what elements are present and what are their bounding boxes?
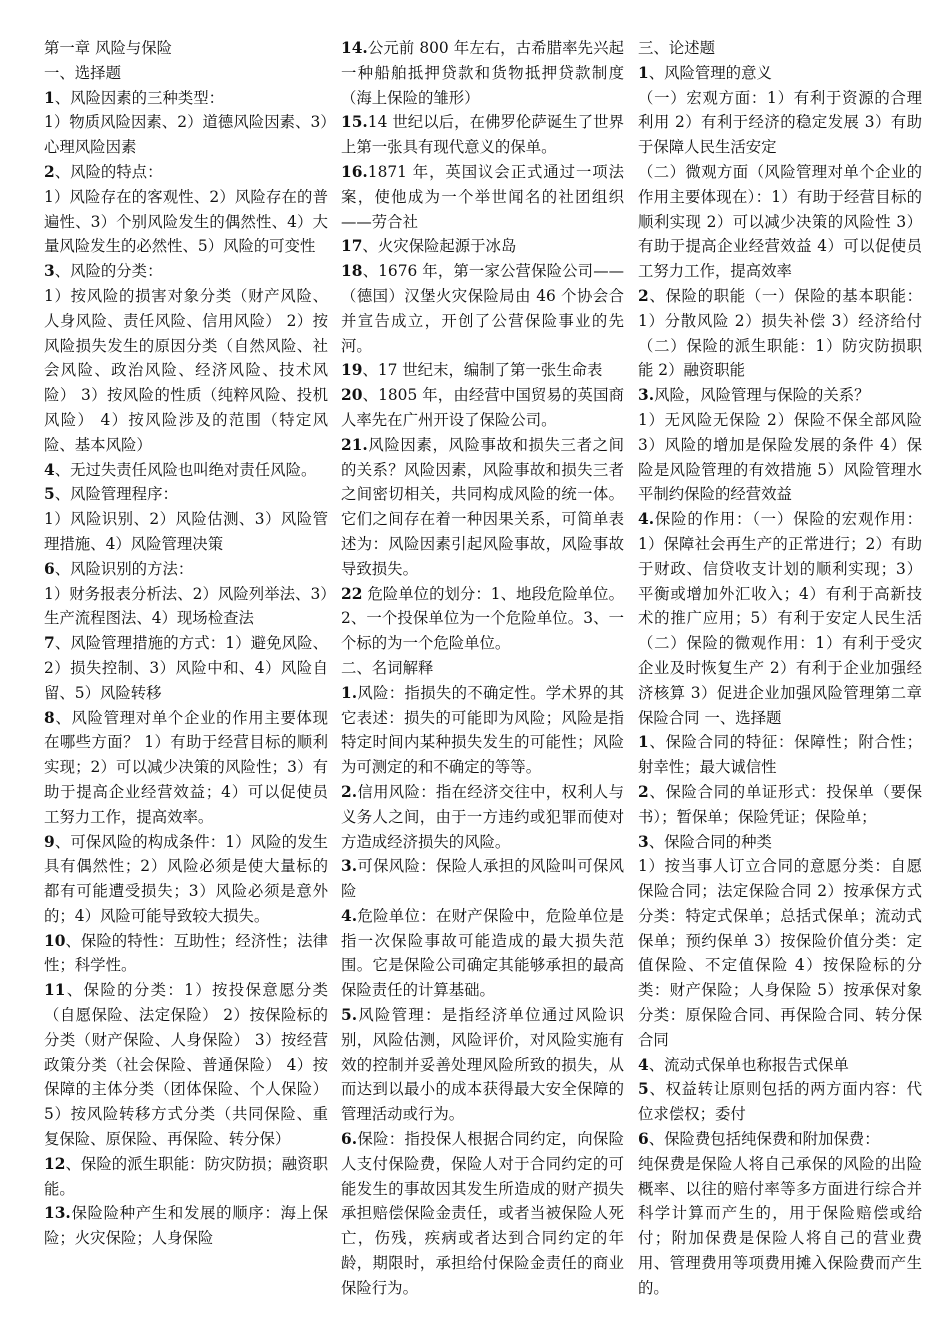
item-number: 21. (341, 435, 368, 454)
paragraph (44, 1201, 328, 1251)
paragraph (638, 36, 922, 61)
paragraph (341, 234, 624, 259)
item-number: 15. (341, 113, 368, 132)
paragraph (44, 458, 328, 483)
item-number: 20 (341, 386, 363, 405)
paragraph-text: 、风险识别的方法： (54, 559, 194, 578)
paragraph-text: 、保险合同的种类 (648, 832, 772, 851)
paragraph-text: 、风险管理措施的方式：1）避免风险、2）损失控制、3）风险中和、4）风险自留、5）风险转移 (44, 634, 328, 702)
paragraph (638, 160, 922, 284)
paragraph-text: 、风险的特点： (54, 162, 163, 181)
item-number: 3. (638, 386, 655, 405)
paragraph-text: 、保险的派生职能：防灾防损；融资职能。 (44, 1154, 328, 1198)
item-number: 5 (44, 485, 55, 504)
paragraph-text: 1）风险识别、2）风险估测、3）风险管理措施、4）风险管理决策 (44, 510, 328, 553)
paragraph (638, 61, 922, 86)
paragraph (44, 86, 328, 111)
paragraph-text: 、火灾保险起源于冰岛 (362, 237, 517, 256)
paragraph-text: 风险：指损失的不确定性。学术界的其它表述：损失的可能即为风险；风险是指特定时间内某种损失发生的可能性；风险为可测定的和不确定的等等。 (341, 683, 624, 777)
paragraph (341, 780, 624, 854)
paragraph-text: 风险因素，风险事故和损失三者之间的关系？风险因素，风险事故和损失三者之间密切相关，共同构成风险的统一体。它们之间存在着一种因果关系，可简单表述为：风险因素引起风险事故，风险事故导致损失。 (341, 435, 624, 578)
paragraph-text: 、流动式保单也称报告式保单 (648, 1055, 849, 1074)
paragraph (341, 904, 624, 1003)
paragraph-text: 一、选择题 (44, 63, 121, 82)
item-number: 2 (44, 162, 55, 181)
paragraph-text: 风险，风险管理与保险的关系？ (654, 386, 870, 405)
paragraph-text: 三、论述题 (638, 39, 715, 57)
paragraph-text: 、风险管理对单个企业的作用主要体现在哪些方面？ 1）有助于经营目标的顺利实现；2）可以减少决策的风险性；3）有助于提高企业经营效益；4）可以促使员工努力工作，提高效率。 (44, 708, 328, 826)
paragraph (341, 160, 624, 234)
paragraph (341, 1127, 624, 1301)
paragraph-text: 1）物质风险因素、2）道德风险因素、3）心理风险因素 (44, 113, 328, 157)
paragraph (44, 160, 328, 185)
item-number: 12 (44, 1154, 66, 1173)
paragraph (638, 1152, 922, 1301)
paragraph (341, 36, 624, 110)
paragraph-text: 公元前 800 年左右，古希腊率先兴起一种船舶抵押贷款和货物抵押贷款制度（海上保险的雏形） (341, 39, 624, 107)
paragraph (341, 656, 624, 681)
paragraph (341, 681, 624, 780)
column-middle (341, 36, 624, 1301)
item-number: 3. (341, 857, 358, 876)
paragraph-text: 、1676 年，第一家公营保险公司——（德国）汉堡火灾保险局由 46 个协会合并宣告成立，开创了公营保险事业的先河。 (341, 262, 624, 355)
paragraph (638, 1077, 922, 1127)
item-number: 19 (341, 361, 363, 380)
paragraph (341, 1003, 624, 1127)
paragraph (638, 408, 922, 507)
paragraph-text: 、1805 年，由经营中国贸易的英国商人率先在广州开设了保险公司。 (341, 386, 624, 429)
paragraph (44, 482, 328, 507)
item-number: 1. (341, 683, 358, 702)
paragraph (44, 631, 328, 705)
item-number: 18 (341, 262, 363, 281)
item-number: 14. (341, 39, 368, 57)
paragraph-text: 1）按当事人订立合同的意愿分类：自愿保险合同；法定保险合同 2）按承保方式分类：特定式保单；总括式保单；流动式保单；预约保单 3）按保险价值分类：定值保险、不定值保险 4）按保险标的分类：财产保险；人身保险 5）按承保对象分类：原保险合同、再保险合同、转分保合同 (638, 857, 922, 1049)
paragraph-text: 14 世纪以后，在佛罗伦萨诞生了世界上第一张具有现代意义的保单。 (341, 113, 624, 157)
paragraph-text: 1）财务报表分析法、2）风险列举法、3）生产流程图法、4）现场检查法 (44, 584, 328, 628)
paragraph-text: 、保险合同的单证形式：投保单（要保书）；暂保单；保险凭证；保险单； (638, 782, 922, 826)
paragraph-text: 第一章 风险与保险 (44, 39, 173, 57)
item-number: 11 (44, 981, 66, 1000)
item-number: 6 (44, 559, 55, 578)
paragraph-text: 1）风险存在的客观性、2）风险存在的普遍性、3）个别风险发生的偶然性、4）大量风险发生的必然性、5）风险的可变性 (44, 187, 328, 256)
item-number: 5 (638, 1080, 649, 1099)
item-number: 7 (44, 634, 55, 653)
paragraph (44, 507, 328, 557)
paragraph-text: 、风险因素的三种类型： (54, 88, 225, 107)
paragraph (638, 383, 922, 408)
item-number: 6 (638, 1130, 649, 1149)
item-number: 16. (341, 162, 368, 181)
paragraph-text: 、风险管理程序： (54, 485, 178, 504)
item-number: 10 (44, 931, 66, 950)
column-right (638, 36, 922, 1301)
item-number: 3 (44, 262, 55, 281)
item-number: 6. (341, 1130, 358, 1149)
paragraph-text: 、保险费包括纯保费和附加保费： (648, 1130, 880, 1149)
paragraph-text: 纯保费是保险人将自己承保的风险的出险概率、以往的赔付率等多方面进行综合并科学计算而产生的，用于保险赔偿或给付；附加保费是保险人将自己的营业费用、管理费用等项费用摊入保险费而产生的。 (638, 1154, 922, 1297)
paragraph (44, 61, 328, 86)
item-number: 2 (638, 286, 649, 305)
item-number: 22 (341, 584, 363, 603)
paragraph (638, 86, 922, 160)
item-number: 1 (638, 63, 649, 82)
paragraph-text: 1）按风险的损害对象分类（财产风险、人身风险、责任风险、信用风险） 2）按风险损失发生的原因分类（自然风险、社会风险、政治风险、经济风险、技术风险） 3）按风险的性质（纯粹风险、投机风险） 4）按风险涉及的范围（特定风险、基本风险） (44, 286, 328, 454)
paragraph (341, 383, 624, 433)
paragraph-text: 1871 年，英国议会正式通过一项法案，使他成为一个举世闻名的社团组织——劳合社 (341, 162, 624, 231)
item-number: 13. (44, 1204, 71, 1223)
paragraph (44, 582, 328, 632)
paragraph (44, 830, 328, 929)
paragraph (638, 507, 922, 730)
paragraph-text: 、保险的职能（一）保险的基本职能：1）分散风险 2）损失补偿 3）经济给付 （二）保险的派生职能：1）防灾防损职能 2）融资职能 (638, 286, 922, 380)
paragraph-text: 危险单位的划分：1、地段危险单位。2、一个投保单位为一个危险单位。3、一个标的为一个危险单位。 (341, 584, 624, 653)
paragraph-text: 、17 世纪末，编制了第一张生命表 (362, 361, 603, 380)
paragraph-text: 保险：指投保人根据合同约定，向保险人支付保险费，保险人对于合同约定的可能发生的事故因其发生所造成的财产损失承担赔偿保险金责任，或者当被保险人死亡，伤残，疾病或者达到合同约定的年龄，期限时，承担给付保险金责任的商业保险行为。 (341, 1130, 624, 1297)
paragraph (44, 284, 328, 458)
paragraph-text: 1）无风险无保险 2）保险不保全部风险 3）风险的增加是保险发展的条件 4）保险是风险管理的有效措施 5）风险管理水平制约保险的经营效益 (638, 410, 922, 504)
paragraph-text: 二、名词解释 (341, 658, 434, 677)
item-number: 9 (44, 832, 55, 851)
item-number: 2. (341, 782, 358, 801)
paragraph-text: 信用风险：指在经济交往中，权利人与义务人之间，由于一方违约或犯罪而使对方造成经济损失的风险。 (341, 782, 624, 851)
paragraph-text: 、可保风险的构成条件：1）风险的发生具有偶然性；2）风险必须是使大量标的都有可能遭受损失；3）风险必须是意外的；4）风险可能导致较大损失。 (44, 832, 328, 925)
paragraph-text: 、保险的分类：1）按投保意愿分类（自愿保险、法定保险） 2）按保险标的分类（财产保险、人身保险） 3）按经营政策分类（社会保险、普通保险） 4）按保障的主体分类（团体保险、个人保险） 5）按风险转移方式分类（共同保险、重复保险、原保险、再保险、转分保） (44, 981, 328, 1149)
item-number: 4. (341, 906, 358, 925)
paragraph (638, 780, 922, 830)
paragraph (44, 36, 328, 61)
paragraph-text: 风险管理：是指经济单位通过风险识别，风险估测，风险评价，对风险实施有效的控制并妥善处理风险所致的损失，从而达到以最小的成本获得最大安全保障的管理活动或行为。 (341, 1006, 624, 1124)
paragraph (638, 830, 922, 855)
paragraph (638, 1127, 922, 1152)
paragraph (44, 1152, 328, 1202)
paragraph (341, 110, 624, 160)
paragraph-text: 、无过失责任风险也叫绝对责任风险。 (54, 460, 317, 479)
column-left (44, 36, 328, 1251)
paragraph (341, 259, 624, 358)
item-number: 8 (44, 708, 55, 727)
paragraph (44, 706, 328, 830)
paragraph-text: 、风险的分类： (54, 262, 163, 281)
paragraph (341, 358, 624, 383)
paragraph (638, 284, 922, 383)
paragraph (341, 433, 624, 582)
paragraph-text: 、保险合同的特征：保障性；附合性；射幸性；最大诚信性 (638, 733, 922, 777)
paragraph-text: 、保险的特性：互助性；经济性；法律性；科学性。 (44, 931, 328, 975)
item-number: 17 (341, 237, 363, 256)
paragraph (44, 929, 328, 979)
paragraph (638, 854, 922, 1052)
item-number: 2 (638, 782, 649, 801)
paragraph (638, 1053, 922, 1078)
item-number: 4 (44, 460, 55, 479)
paragraph-text: （一）宏观方面：1）有利于资源的合理利用 2）有利于经济的稳定发展 3）有助于保障人民生活安定 (638, 88, 922, 157)
paragraph-text: 保险的作用：（一）保险的宏观作用：1）保障社会再生产的正常进行；2）有助于财政、信贷收支计划的顺利实现；3）平衡或增加外汇收入；4）有利于高新技术的推广应用；5）有利于安定人民生活（二）保险的微观作用：1）有利于受灾企业及时恢复生产 2）有利于企业加强经济核算 3）促进企业加强风险管理第二章 保险合同 一、选择题 (638, 510, 922, 727)
paragraph (341, 854, 624, 904)
item-number: 4 (638, 1055, 649, 1074)
paragraph-text: 、权益转让原则包括的两方面内容：代位求偿权；委付 (638, 1080, 922, 1124)
paragraph-text: （二）微观方面（风险管理对单个企业的作用主要体现在）：1）有助于经营目标的顺利实现 2）可以减少决策的风险性 3）有助于提高企业经营效益 4）可以促使员工努力工作，提高效率 (638, 162, 922, 281)
item-number: 4. (638, 510, 655, 529)
paragraph-text: 保险险种产生和发展的顺序：海上保险；火灾保险；人身保险 (44, 1204, 328, 1248)
item-number: 5. (341, 1006, 358, 1025)
paragraph (44, 978, 328, 1152)
paragraph (638, 730, 922, 780)
paragraph-text: 危险单位：在财产保险中，危险单位是指一次保险事故可能造成的最大损失范围。它是保险公司确定其能够承担的最高保险责任的计算基础。 (341, 906, 624, 1000)
item-number: 1 (44, 88, 55, 107)
paragraph (44, 557, 328, 582)
paragraph (44, 259, 328, 284)
paragraph (44, 185, 328, 259)
item-number: 3 (638, 832, 649, 851)
paragraph-text: 、风险管理的意义 (648, 63, 772, 82)
paragraph (341, 582, 624, 656)
paragraph (44, 110, 328, 160)
item-number: 1 (638, 733, 649, 752)
paragraph-text: 可保风险：保险人承担的风险叫可保风险 (341, 857, 624, 901)
